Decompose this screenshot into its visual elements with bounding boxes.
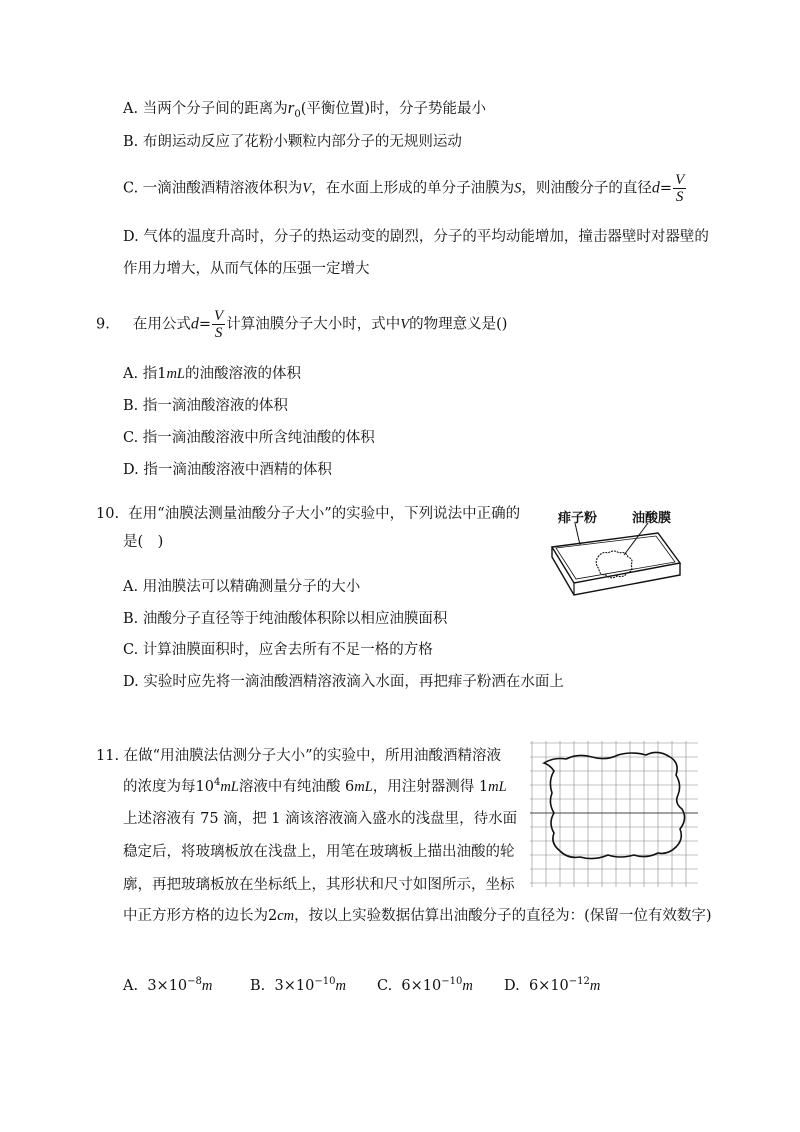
q9-option-a: A. 指1mL的油酸溶液的体积 xyxy=(123,366,301,382)
q8-option-d-line2: 作用力增大，从而气体的压强一定增大 xyxy=(123,261,370,277)
q11-option-d: D. $6\times 10^{-12}m$ xyxy=(504,976,601,994)
oil-film-label: 油酸膜 xyxy=(632,511,672,526)
q10-option-a: A. 用油膜法可以精确测量分子的大小 xyxy=(123,579,361,595)
tray-figure xyxy=(540,505,690,605)
q11-line1: 11. 在做“用油膜法估测分子大小”的实验中，所用油酸酒精溶液 xyxy=(96,748,501,764)
q9-stem: 9. 在用公式d= $\frac{V}{S}$ 计算油膜分子大小时，式中V的物理意义是() xyxy=(96,308,508,341)
q11-line2: 的浓度为每$10^4mL$溶液中有纯油酸 6mL，用注射器测得 1mL xyxy=(123,777,507,795)
q8-option-c: C. 一滴油酸酒精溶液体积为V，在水面上形成的单分子油膜为S，则油酸分子的直径d= $\frac{V}{S}$ xyxy=(123,172,685,205)
q11-line4: 稳定后，将玻璃板放在浅盘上，用笔在玻璃板上描出油酸的轮 xyxy=(123,844,515,860)
tray-drawing xyxy=(540,505,690,605)
fraction-v-over-s: $\frac{V}{S}$ xyxy=(675,172,685,205)
grid-figure xyxy=(530,741,700,891)
q11-option-b: B. $3\times 10^{-10}m$ xyxy=(250,976,346,994)
q11-line6: 中正方形方格的边长为2cm，按以上实验数据估算出油酸分子的直径为：(保留一位有效数字) xyxy=(123,908,712,924)
q8-option-a: A. 当两个分子间的距离为$r_0$(平衡位置)时，分子势能最小 xyxy=(123,98,487,120)
q11-line5: 廓，再把玻璃板放在坐标纸上，其形状和尺寸如图所示，坐标 xyxy=(123,877,515,893)
q8-option-d-line1: D. 气体的温度升高时，分子的热运动变的剧烈，分子的平均动能增加，撞击器壁时对器壁的 xyxy=(123,229,709,245)
fraction-v-over-s: $\frac{V}{S}$ xyxy=(214,308,224,341)
q10-option-b: B. 油酸分子直径等于纯油酸体积除以相应油膜面积 xyxy=(123,611,448,627)
q10-stem-line1: 10. 在用“油膜法测量油酸分子大小”的实验中，下列说法中正确的 xyxy=(96,506,521,522)
q10-option-d: D. 实验时应先将一滴油酸酒精溶液滴入水面，再把痱子粉洒在水面上 xyxy=(123,674,564,690)
q9-option-c: C. 指一滴油酸溶液中所含纯油酸的体积 xyxy=(123,430,375,446)
q11-option-a: A. $3\times 10^{-8}m$ xyxy=(123,976,213,994)
q10-stem-line2: 是( ) xyxy=(123,534,164,550)
q11-option-c: C. $6\times 10^{-10}m$ xyxy=(377,976,473,994)
q10-option-c: C. 计算油膜面积时，应舍去所有不足一格的方格 xyxy=(123,642,433,658)
q9-option-b: B. 指一滴油酸溶液的体积 xyxy=(123,398,288,414)
powder-label: 痱子粉 xyxy=(558,511,598,526)
q11-line3: 上述溶液有 75 滴，把 1 滴该溶液滴入盛水的浅盘里，待水面 xyxy=(123,811,518,827)
q8-option-b: B. 布朗运动反应了花粉小颗粒内部分子的无规则运动 xyxy=(123,134,462,150)
q9-option-d: D. 指一滴油酸溶液中酒精的体积 xyxy=(123,462,332,478)
